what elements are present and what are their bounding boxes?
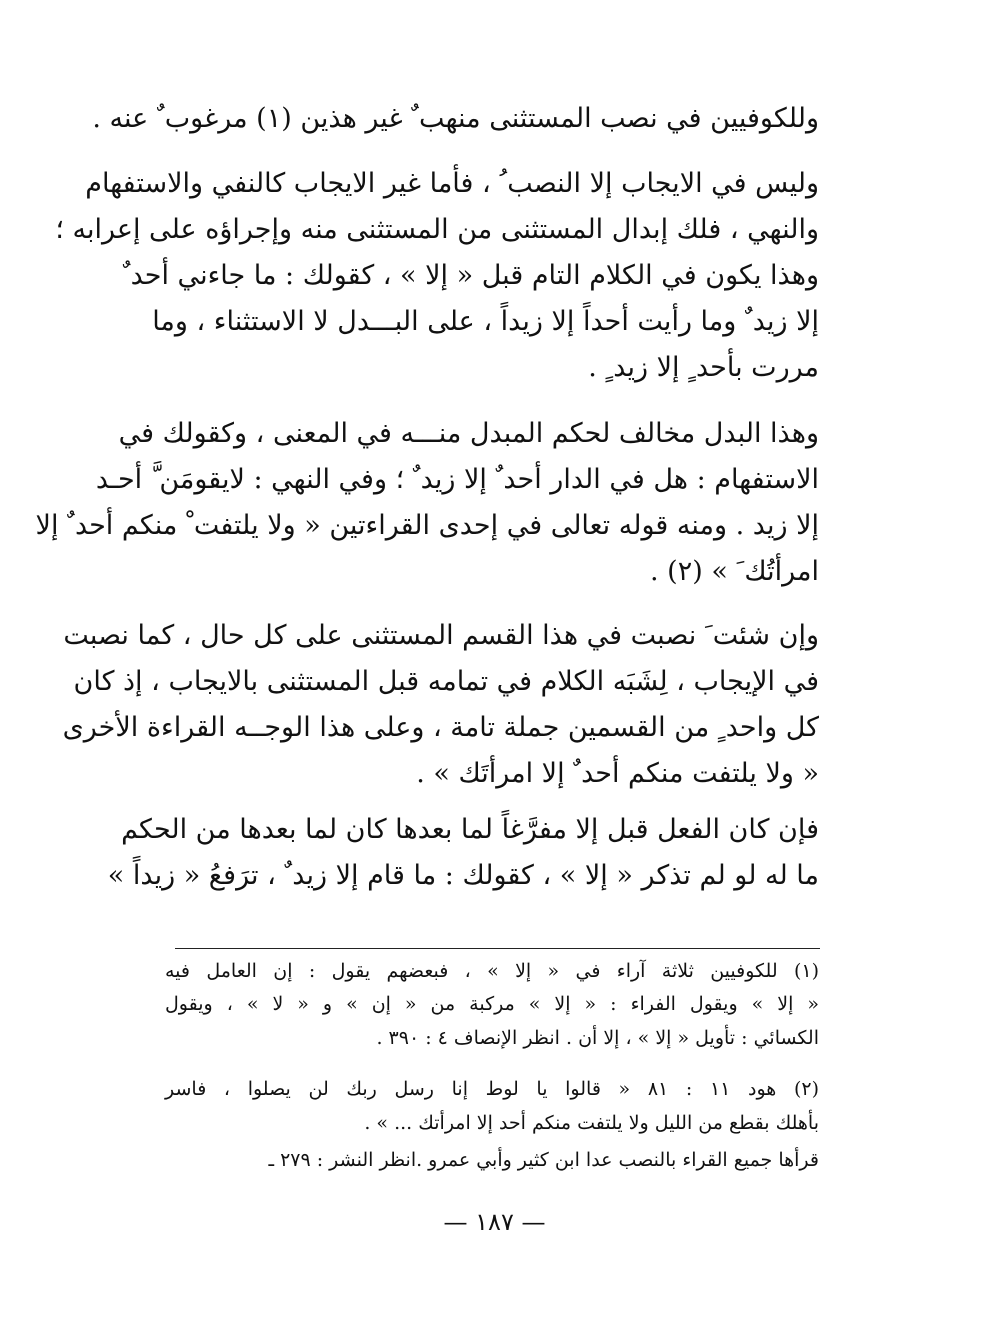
body-line: والنهي ، فلك إبدال المستثنى من المستثنى منه وإجراؤه على إعرابه ؛ [55,214,819,245]
footnote-line: قرأها جميع القراء بالنصب عدا ابن كثير وأبي عمرو .انظر النشر : ٢٧٩ ـ [268,1149,819,1171]
footnote-line: بأهلك بقطع من الليل ولا يلتفت منكم أحد إلا امرأتك ... » . [364,1112,819,1134]
body-line: كل واحد ٍ من القسمين جملة تامة ، وعلى هذا الوجــه القراءة الأخرى [62,712,819,743]
body-line: في الإيجاب ، لِشَبَه الكلام في تمامه قبل المستثنى بالايجاب ، إذ كان [73,666,819,697]
body-line: وليس في الايجاب إلا النصب ُ ، فأما غير الايجاب كالنفي والاستفهام [85,168,819,199]
footnote-line: « إلا » ويقول الفراء : « إلا » مركبة من « إن » و « لا » ، ويقول [165,993,819,1015]
body-line: وإن شئت َ نصبت في هذا القسم المستثنى على كل حال ، كما نصبت [63,620,819,651]
body-line: وهذا البدل مخالف لحكم المبدل منـــه في المعنى ، وكقولك في [118,418,819,449]
body-line: « ولا يلتفت منكم أحد ٌ إلا امرأتَك » . [416,758,819,789]
body-line: فإن كان الفعل قبل إلا مفرَّغاً لما بعدها كان لما بعدها من الحكم [121,814,819,845]
footnote-divider [175,948,820,949]
footnote-line: الكسائي : تأويل « إلا » ، إلا أن . انظر الإنصاف ٤ : ٣٩٠ . [376,1027,819,1049]
body-line: وللكوفيين في نصب المستثنى منهب ٌ غير هذين (١) مرغوب ٌ عنه . [92,103,819,134]
body-line: وهذا يكون في الكلام التام قبل « إلا » ، كقولك : ما جاءني أحد ٌ [122,260,819,291]
body-line: الاستفهام : هل في الدار أحد ٌ إلا زيد ٌ ؛ وفي النهي : لايقومَن َّ أحـد [95,464,819,495]
footnote-line: (١) للكوفيين ثلاثة آراء في « إلا » ، فبعضهم يقول : إن العامل فيه [165,960,819,982]
body-line: امرأتُك َ » (٢) . [650,556,819,587]
body-line: إلا زيد . ومنه قوله تعالى في إحدى القراءتين « ولا يلتفت ْ منكم أحد ٌ إلا [35,510,819,541]
page-number: — ١٨٧ — [443,1208,546,1236]
body-line: إلا زيد ٌ وما رأيت أحداً إلا زيداً ، على البـــدل لا الاستثناء ، وما [152,306,819,337]
body-line: مررت بأحد ٍ إلا زيد ٍ . [588,352,819,383]
footnote-line: (٢) هود ١١ : ٨١ « قالوا يا لوط إنا رسل ربك لن يصلوا ، فاسر [165,1078,819,1100]
body-line: ما له لو لم تذكر « إلا » ، كقولك : ما قام إلا زيد ٌ ، ترَفعُ « زيداً » [107,860,819,891]
